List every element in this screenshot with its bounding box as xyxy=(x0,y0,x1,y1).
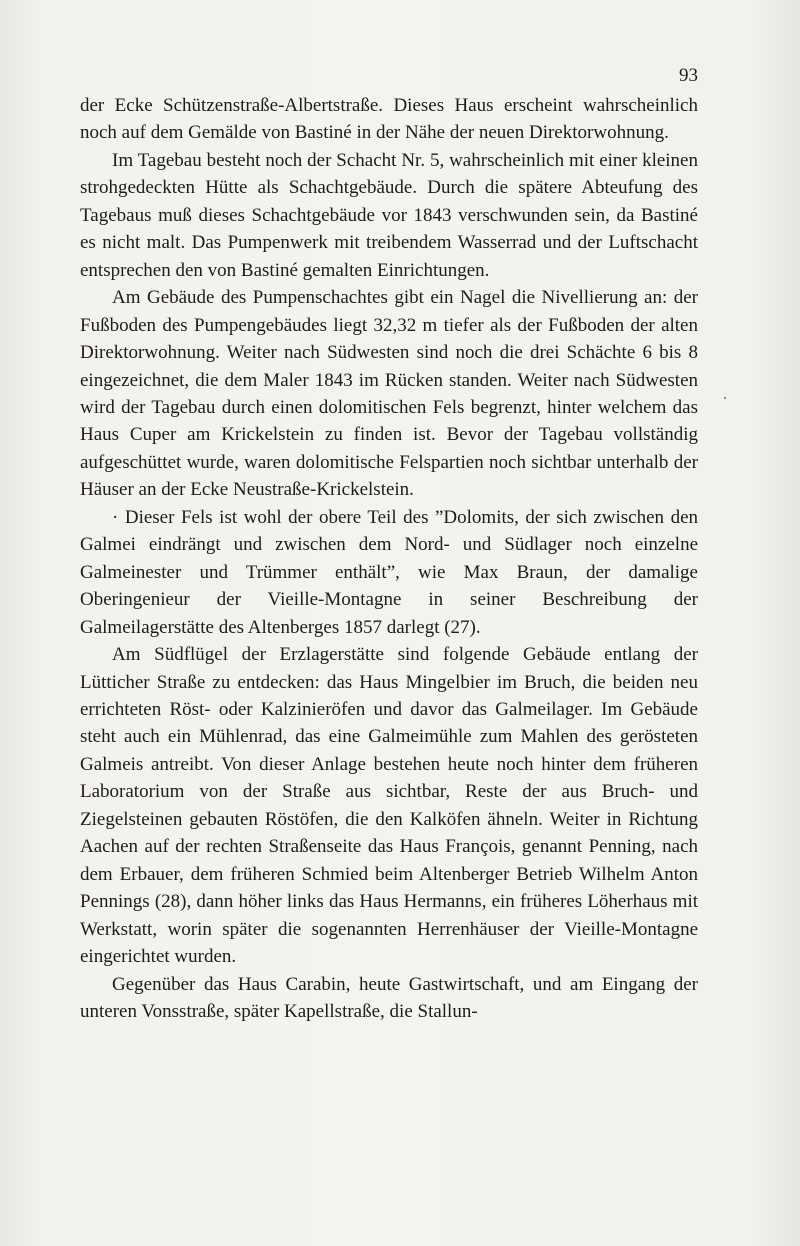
paragraph-4: · Dieser Fels ist wohl der obere Teil des ”Dolomits, der sich zwischen den Galmei eindrängt und zwischen dem Nord- und Südlager noch einzelne Galmeinester und Trümmer enthält”, wie Max Braun, der damalige Oberingenieur der Vieille-Montagne in seiner Beschreibung der Galmeilagerstätte des Altenberges 1857 darlegt (27). xyxy=(80,506,698,638)
body-text xyxy=(80,92,698,1025)
paragraph-5: Am Südflügel der Erzlagerstätte sind folgende Gebäude entlang der Lütticher Straße zu entdecken: das Haus Mingelbier im Bruch, die beiden neu errichteten Röst- oder Kalzinieröfen und davor das Galmeilager. Im Gebäude steht auch ein Mühlenrad, das eine Galmeimühle zum Mahlen des gerösteten Galmeis antreibt. Von dieser Anlage bestehen heute noch hinter dem früheren Laboratorium von der Straße aus sichtbar, Reste der aus Bruch- und Ziegelsteinen gebauten Röstöfen, die den Kalköfen ähneln. Weiter in Richtung Aachen auf der rechten Straßenseite das Haus François, genannt Penning, nach dem Erbauer, dem früheren Schmied beim Altenberger Betrieb Wilhelm Anton Pennings (28), dann höher links das Haus Hermanns, ein früheres Löherhaus mit Werkstatt, worin später die sogenannten Herrenhäuser der Vieille-Montagne eingerichtet wurden. xyxy=(80,644,698,968)
paragraph-2: Im Tagebau besteht noch der Schacht Nr. 5, wahrscheinlich mit einer kleinen strohgedeckten Hütte als Schachtgebäude. Durch die spätere Abteufung des Tagebaus muß dieses Schachtgebäude vor 1843 verschwunden sein, da Bastiné es nicht malt. Das Pumpenwerk mit treibendem Wasserrad und der Luftschacht entsprechen den von Bastiné gemalten Einrichtungen. xyxy=(80,149,698,281)
page-number: 93 xyxy=(679,65,698,86)
paragraph-3: Am Gebäude des Pumpenschachtes gibt ein Nagel die Nivellierung an: der Fußboden des Pumpengebäudes liegt 32,32 m tiefer als der Fußboden der alten Direktorwohnung. Weiter nach Südwesten sind noch die drei Schächte 6 bis 8 eingezeichnet, die dem Maler 1843 im Rücken standen. Weiter nach Südwesten wird der Tagebau durch einen dolomitischen Fels begrenzt, hinter welchem das Haus Cuper am Krickelstein zu finden ist. Bevor der Tagebau vollständig aufgeschüttet wurde, waren dolomitische Felspartien noch sichtbar unterhalb der Häuser an der Ecke Neustraße-Krickelstein. xyxy=(80,287,698,501)
paper-speck xyxy=(724,397,726,399)
paragraph-6: Gegenüber das Haus Carabin, heute Gastwirtschaft, und am Eingang der unteren Vonsstraße, später Kapellstraße, die Stallun- xyxy=(80,973,698,1022)
paragraph-1: der Ecke Schützenstraße-Albertstraße. Dieses Haus erscheint wahrscheinlich noch auf dem Gemälde von Bastiné in der Nähe der neuen Direktorwohnung. xyxy=(80,95,698,144)
